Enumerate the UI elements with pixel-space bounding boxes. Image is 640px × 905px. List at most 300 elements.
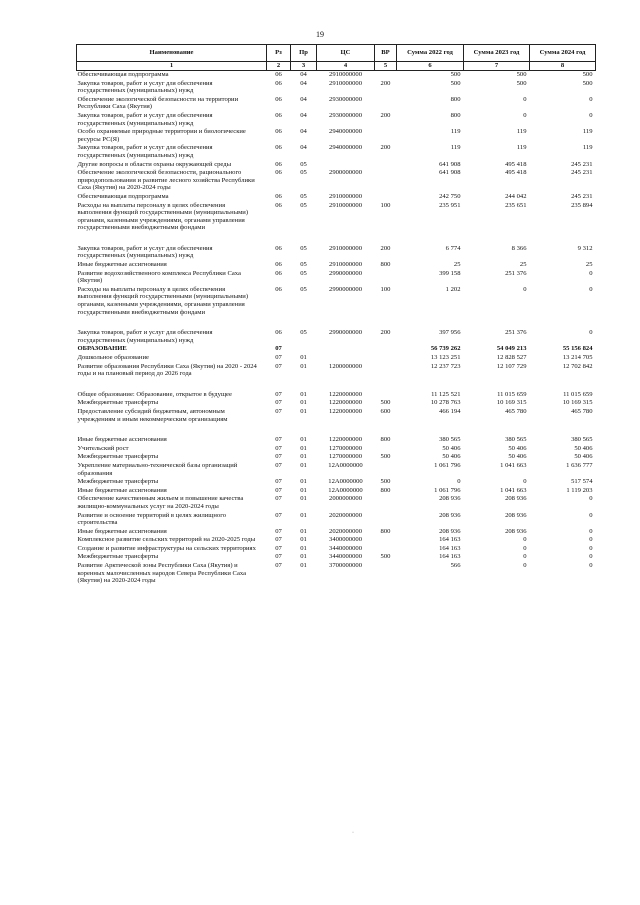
row-rz: 07	[275, 453, 282, 461]
table-row	[77, 562, 596, 586]
row-spacer	[77, 424, 596, 436]
row-rz: 07	[275, 486, 282, 494]
row-cs: 2910000000	[329, 261, 362, 269]
row-sum-2023: 119	[516, 128, 527, 136]
row-rz: 07	[275, 527, 282, 535]
row-cs: 1200000000	[329, 362, 362, 370]
row-vr: 500	[380, 453, 391, 461]
row-pr: 01	[300, 453, 307, 461]
row-sum-2024: 245 231	[571, 160, 593, 168]
row-name: Развитие образования Республики Саха (Якутия) на 2020 - 2024 годы и на плановый период до 2026 года	[77, 362, 257, 378]
row-name: Закупка товаров, работ и услуг для обеспечения государственных (муниципальных) нужд	[77, 329, 213, 344]
row-rz: 07	[275, 444, 282, 452]
header-sum-2022: Сумма 2022 год	[397, 45, 464, 62]
row-sum-2022: 641 908	[439, 160, 461, 168]
row-sum-2022: 164 163	[439, 536, 461, 544]
row-cs: 2930000000	[329, 111, 362, 119]
row-pr: 04	[300, 79, 307, 87]
row-sum-2023: 12 828 527	[496, 354, 527, 361]
row-cs	[317, 161, 375, 170]
row-sum-2022: 56 739 262	[430, 345, 461, 353]
row-rz: 06	[275, 201, 282, 209]
row-name: Обеспечение экологической безопасности на территории Республики Саха (Якутия)	[77, 95, 239, 111]
row-pr: 05	[300, 329, 307, 337]
row-rz: 07	[275, 399, 282, 407]
row-pr: 01	[300, 478, 307, 486]
row-name: Предоставление субсидий бюджетным, автономным учреждениям и иным некоммерческим организациям	[77, 407, 228, 423]
row-rz: 06	[275, 111, 282, 119]
row-sum-2022: 1 061 796	[434, 461, 461, 469]
row-spacer-cell	[77, 424, 596, 436]
row-vr	[375, 169, 397, 193]
row-vr	[375, 354, 397, 363]
row-cs: 3440000000	[329, 544, 362, 552]
row-cs: 1220000000	[329, 399, 362, 407]
row-sum-2024: 119	[582, 144, 593, 152]
row-sum-2022: 12 237 723	[430, 362, 461, 370]
row-pr: 04	[300, 128, 307, 136]
row-rz: 07	[275, 461, 282, 469]
row-sum-2023: 10 169 315	[496, 399, 527, 407]
table-row	[77, 363, 596, 379]
row-sum-2024: 13 214 705	[562, 354, 593, 361]
row-sum-2022: 235 951	[439, 201, 461, 209]
row-sum-2024: 465 780	[571, 407, 593, 415]
row-sum-2022: 800	[450, 95, 461, 103]
table-row	[77, 528, 596, 537]
row-cs: 2990000000	[329, 285, 362, 293]
row-pr: 05	[300, 285, 307, 293]
row-sum-2022: 13 123 251	[430, 354, 461, 361]
row-pr: 04	[300, 144, 307, 152]
row-pr: 01	[300, 562, 307, 570]
row-rz: 07	[275, 390, 282, 398]
row-name: Особо охраняемые природные территории и биологические ресурсы РС(Я)	[77, 128, 246, 143]
row-rz: 07	[275, 345, 282, 353]
column-number: 3	[291, 62, 317, 71]
row-vr: 600	[380, 407, 391, 415]
row-spacer	[77, 379, 596, 391]
row-sum-2023: 465 780	[505, 407, 527, 415]
row-pr: 01	[300, 527, 307, 535]
row-sum-2024: 0	[589, 536, 593, 544]
row-sum-2023: 0	[523, 285, 527, 293]
table-row	[77, 487, 596, 496]
table-row	[77, 193, 596, 202]
row-vr	[375, 270, 397, 286]
table-row	[77, 245, 596, 261]
row-pr: 05	[300, 261, 307, 269]
row-spacer	[77, 317, 596, 329]
budget-table	[76, 44, 596, 586]
row-sum-2022: 208 936	[439, 527, 461, 535]
row-rz: 07	[275, 362, 282, 370]
row-rz: 06	[275, 169, 282, 177]
row-vr	[375, 391, 397, 400]
table-row	[77, 96, 596, 112]
row-sum-2023: 500	[516, 71, 527, 78]
row-name: Развитие водохозяйственного комплекса Республики Саха (Якутия)	[77, 269, 241, 285]
header-name: Наименование	[77, 45, 267, 62]
row-sum-2024: 50 406	[574, 444, 593, 452]
row-sum-2023: 500	[516, 79, 527, 87]
row-pr: 05	[300, 269, 307, 277]
row-rz: 06	[275, 79, 282, 87]
row-name: Дошкольное образование	[77, 354, 149, 361]
row-name: Закупка товаров, работ и услуг для обеспечения государственных (муниципальных) нужд	[77, 79, 213, 95]
row-cs: 3400000000	[329, 536, 362, 544]
row-sum-2022: 1 202	[445, 285, 461, 293]
row-rz: 07	[275, 562, 282, 570]
row-sum-2022: 466 194	[439, 407, 461, 415]
table-row	[77, 144, 596, 160]
row-name: Иные бюджетные ассигнования	[77, 261, 167, 269]
row-vr: 800	[380, 261, 391, 269]
row-sum-2024: 500	[582, 71, 593, 78]
row-rz: 06	[275, 128, 282, 136]
row-pr: 04	[300, 111, 307, 119]
row-pr: 04	[300, 71, 307, 78]
row-sum-2022: 242 750	[439, 192, 461, 200]
page-number: 19	[316, 30, 324, 39]
row-cs: 1220000000	[329, 390, 362, 398]
row-sum-2024: 1 636 777	[566, 461, 593, 469]
row-pr: 01	[300, 390, 307, 398]
row-vr: 100	[380, 201, 391, 209]
row-pr: 05	[300, 169, 307, 177]
row-sum-2024: 0	[589, 544, 593, 552]
row-vr: 200	[380, 329, 391, 337]
row-sum-2023: 119	[516, 144, 527, 152]
row-sum-2024: 50 406	[574, 453, 593, 461]
row-cs: 2930000000	[329, 95, 362, 103]
header-sum-2024: Сумма 2024 год	[530, 45, 596, 62]
row-sum-2023: 495 418	[505, 169, 527, 177]
row-sum-2022: 25	[453, 261, 461, 269]
row-rz: 07	[275, 436, 282, 444]
row-pr: 04	[300, 95, 307, 103]
row-name: Закупка товаров, работ и услуг для обеспечения государственных (муниципальных) нужд	[77, 111, 213, 127]
row-pr: 01	[300, 407, 307, 415]
row-vr	[375, 345, 397, 354]
row-pr: 01	[300, 461, 307, 469]
row-cs: 3700000000	[329, 562, 362, 570]
row-pr: 01	[300, 495, 307, 503]
row-sum-2023: 208 936	[505, 495, 527, 503]
row-pr	[291, 345, 317, 354]
row-sum-2024: 0	[589, 329, 593, 337]
row-rz: 06	[275, 144, 282, 152]
row-sum-2024: 0	[589, 527, 593, 535]
row-sum-2022: 0	[457, 478, 461, 486]
row-cs: 2020000000	[329, 527, 362, 535]
row-sum-2024: 500	[582, 79, 593, 87]
row-vr: 500	[380, 399, 391, 407]
row-cs: 2940000000	[329, 144, 362, 152]
table-row	[77, 128, 596, 144]
row-sum-2024: 0	[589, 495, 593, 503]
row-pr: 01	[300, 511, 307, 519]
row-sum-2022: 399 158	[439, 269, 461, 277]
row-sum-2022: 208 936	[439, 511, 461, 519]
table-row	[77, 345, 596, 354]
row-name: Расходы на выплаты персоналу в целях обеспечения выполнения функций государственными (муниципальными) органами, казенными учреждениями, органами управления государственными внебюджетными фондами	[77, 285, 249, 316]
header-sum-2023: Сумма 2023 год	[464, 45, 530, 62]
row-vr	[375, 536, 397, 545]
row-cs: 1270000000	[329, 444, 362, 452]
row-sum-2024: 0	[589, 511, 593, 519]
row-sum-2022: 164 163	[439, 553, 461, 561]
table-row	[77, 112, 596, 128]
row-vr	[375, 462, 397, 478]
row-sum-2023: 0	[523, 544, 527, 552]
row-vr	[375, 445, 397, 454]
row-sum-2023: 54 049 213	[496, 345, 527, 353]
row-cs	[317, 345, 375, 354]
row-rz: 07	[275, 478, 282, 486]
header-vr: ВР	[375, 45, 397, 62]
table-row	[77, 286, 596, 317]
row-sum-2023: 50 406	[508, 444, 527, 452]
header-rz: Рз	[267, 45, 291, 62]
row-pr: 05	[300, 192, 307, 200]
row-sum-2023: 0	[523, 95, 527, 103]
table-row	[77, 536, 596, 545]
row-sum-2023: 8 366	[511, 244, 527, 252]
row-sum-2022: 11 125 521	[431, 390, 461, 398]
row-sum-2023: 208 936	[505, 511, 527, 519]
row-name: Обеспечивающая подпрограмма	[77, 192, 169, 200]
row-pr: 01	[300, 486, 307, 494]
row-sum-2023: 0	[523, 553, 527, 561]
row-sum-2024: 11 015 659	[563, 390, 593, 398]
row-name: Обеспечение качественным жильем и повышение качества жилищно-коммунальных услуг на 2020-2024 годы	[77, 495, 244, 510]
row-name: ОБРАЗОВАНИЕ	[77, 345, 127, 353]
table-row	[77, 329, 596, 345]
header-cs: ЦС	[317, 45, 375, 62]
row-vr	[375, 96, 397, 112]
scan-mark: ·	[352, 830, 354, 836]
row-name: Закупка товаров, работ и услуг для обеспечения государственных (муниципальных) нужд	[77, 244, 213, 260]
row-cs: 2910000000	[329, 192, 362, 200]
row-vr	[375, 512, 397, 528]
row-cs: 2910000000	[329, 71, 362, 78]
row-sum-2024: 0	[589, 285, 593, 293]
table-row	[77, 462, 596, 478]
row-vr: 200	[380, 144, 391, 152]
row-vr: 800	[380, 527, 391, 535]
row-sum-2024: 380 565	[571, 436, 593, 444]
row-sum-2024: 119	[582, 128, 593, 136]
row-name: Комплексное развитие сельских территорий на 2020-2025 годы	[77, 536, 256, 544]
table-row	[77, 71, 596, 80]
table-row	[77, 445, 596, 454]
row-pr: 01	[300, 399, 307, 407]
row-sum-2022: 208 936	[439, 495, 461, 503]
row-sum-2022: 119	[450, 144, 461, 152]
row-name: Укрепление материально-технической базы организаций образования	[77, 461, 238, 477]
row-sum-2024: 9 312	[577, 244, 593, 252]
row-sum-2022: 10 278 763	[430, 399, 461, 407]
row-cs: 2000000000	[329, 495, 362, 503]
row-cs: 2990000000	[329, 269, 362, 277]
row-sum-2022: 500	[450, 79, 461, 87]
row-cs: 2900000000	[329, 169, 362, 177]
row-vr: 800	[380, 436, 391, 444]
row-sum-2022: 380 565	[439, 436, 461, 444]
table-row	[77, 512, 596, 528]
row-sum-2023: 0	[523, 562, 527, 570]
row-sum-2023: 380 565	[505, 436, 527, 444]
table-row	[77, 354, 596, 363]
table-row	[77, 270, 596, 286]
row-name: Обеспечение экологической безопасности, рационального природопользования и развитие лесного хозяйства Республики Саха (Якутия) на 2020-2024 годы	[77, 169, 255, 192]
row-pr: 05	[300, 244, 307, 252]
row-spacer-cell	[77, 317, 596, 329]
table-row	[77, 453, 596, 462]
row-cs: 12А0000000	[328, 461, 363, 469]
row-name: Другие вопросы в области охраны окружающей среды	[77, 160, 232, 168]
row-name: Расходы на выплаты персоналу в целях обеспечения выполнения функций государственными (муниципальными) органами, казенными учреждениями, органами управления государственными внебюджетными фондами	[77, 201, 249, 232]
row-pr: 01	[300, 536, 307, 544]
row-name: Межбюджетные трансферты	[77, 399, 159, 407]
row-cs: 12А0000000	[328, 478, 363, 486]
row-rz: 06	[275, 329, 282, 337]
row-sum-2023: 12 107 729	[496, 362, 527, 370]
row-cs	[317, 354, 375, 363]
row-sum-2023: 235 651	[505, 201, 527, 209]
row-sum-2024: 1 119 203	[566, 486, 593, 494]
row-sum-2022: 566	[450, 562, 461, 570]
row-sum-2023: 208 936	[505, 527, 527, 535]
row-sum-2024: 235 894	[571, 201, 593, 209]
column-number-row	[77, 62, 596, 71]
table-row	[77, 80, 596, 96]
row-sum-2024: 245 231	[571, 169, 593, 177]
column-number: 6	[397, 62, 464, 71]
row-cs: 2940000000	[329, 128, 362, 136]
column-number: 5	[375, 62, 397, 71]
header-pr: Пр	[291, 45, 317, 62]
row-rz: 06	[275, 261, 282, 269]
row-cs: 1270000000	[329, 453, 362, 461]
row-sum-2022: 800	[450, 111, 461, 119]
row-cs: 2910000000	[329, 79, 362, 87]
row-name: Закупка товаров, работ и услуг для обеспечения государственных (муниципальных) нужд	[77, 144, 213, 159]
column-number: 1	[77, 62, 267, 71]
row-rz: 07	[275, 553, 282, 561]
row-sum-2022: 50 406	[442, 444, 461, 452]
row-pr: 01	[300, 544, 307, 552]
row-name: Обеспечивающая подпрограмма	[77, 71, 169, 78]
row-cs: 2990000000	[329, 329, 362, 337]
row-name: Межбюджетные трансферты	[77, 553, 159, 561]
row-sum-2022: 500	[450, 71, 461, 78]
row-spacer-cell	[77, 233, 596, 245]
row-name: Учительский рост	[77, 444, 129, 452]
row-vr	[375, 545, 397, 554]
row-cs: 1220000000	[329, 436, 362, 444]
row-sum-2023: 0	[523, 478, 527, 486]
row-sum-2022: 50 406	[442, 453, 461, 461]
row-pr: 01	[300, 354, 307, 361]
row-pr: 01	[300, 553, 307, 561]
row-name: Развитие Арктической зоны Республики Саха (Якутия) и коренных малочисленных народов Севера Республики Саха (Якутия) на 2020-2024 годы	[77, 562, 247, 585]
row-name: Создание и развитие инфраструктуры на сельских территориях	[77, 544, 256, 552]
row-rz: 06	[275, 95, 282, 103]
row-cs: 12А0000000	[328, 486, 363, 494]
column-number: 8	[530, 62, 596, 71]
table-row	[77, 545, 596, 554]
row-rz: 07	[275, 354, 282, 361]
row-sum-2022: 397 956	[439, 329, 461, 337]
row-cs: 2910000000	[329, 244, 362, 252]
table-row	[77, 161, 596, 170]
row-sum-2022: 119	[450, 128, 461, 136]
table-row	[77, 495, 596, 511]
table-row	[77, 408, 596, 424]
row-sum-2024: 0	[589, 269, 593, 277]
row-vr	[375, 193, 397, 202]
row-vr: 200	[380, 244, 391, 252]
row-name: Межбюджетные трансферты	[77, 453, 159, 461]
row-vr	[375, 161, 397, 170]
row-vr: 200	[380, 79, 391, 87]
row-sum-2024: 55 156 824	[562, 345, 593, 353]
row-vr	[375, 128, 397, 144]
column-number: 4	[317, 62, 375, 71]
row-sum-2024: 0	[589, 95, 593, 103]
row-pr: 01	[300, 444, 307, 452]
row-sum-2023: 1 041 663	[500, 461, 527, 469]
table-row	[77, 202, 596, 233]
row-sum-2022: 6 774	[445, 244, 461, 252]
row-vr: 100	[380, 285, 391, 293]
column-number: 2	[267, 62, 291, 71]
row-rz: 06	[275, 192, 282, 200]
row-sum-2024: 25	[585, 261, 593, 269]
row-sum-2023: 50 406	[508, 453, 527, 461]
row-name: Иные бюджетные ассигнования	[77, 486, 167, 494]
row-vr	[375, 495, 397, 511]
row-rz: 06	[275, 269, 282, 277]
row-vr	[375, 363, 397, 379]
row-name: Общее образование: Образование, открытое в будущее	[77, 390, 232, 398]
column-number: 7	[464, 62, 530, 71]
row-sum-2024: 0	[589, 562, 593, 570]
row-rz: 07	[275, 407, 282, 415]
row-sum-2022: 164 163	[439, 544, 461, 552]
row-spacer	[77, 233, 596, 245]
row-name: Межбюджетные трансферты	[77, 478, 159, 486]
row-sum-2023: 0	[523, 536, 527, 544]
row-sum-2024: 10 169 315	[562, 399, 593, 407]
table-row	[77, 436, 596, 445]
header-row	[77, 45, 596, 62]
row-rz: 07	[275, 536, 282, 544]
row-sum-2023: 0	[523, 111, 527, 119]
row-sum-2024: 0	[589, 111, 593, 119]
row-rz: 07	[275, 511, 282, 519]
row-name: Иные бюджетные ассигнования	[77, 527, 167, 535]
row-sum-2024: 245 231	[571, 192, 593, 200]
row-vr: 800	[380, 486, 391, 494]
row-pr: 05	[300, 160, 307, 168]
row-name: Иные бюджетные ассигнования	[77, 436, 167, 444]
row-sum-2023: 1 041 663	[500, 486, 527, 494]
table-body	[77, 71, 596, 586]
row-pr: 05	[300, 201, 307, 209]
